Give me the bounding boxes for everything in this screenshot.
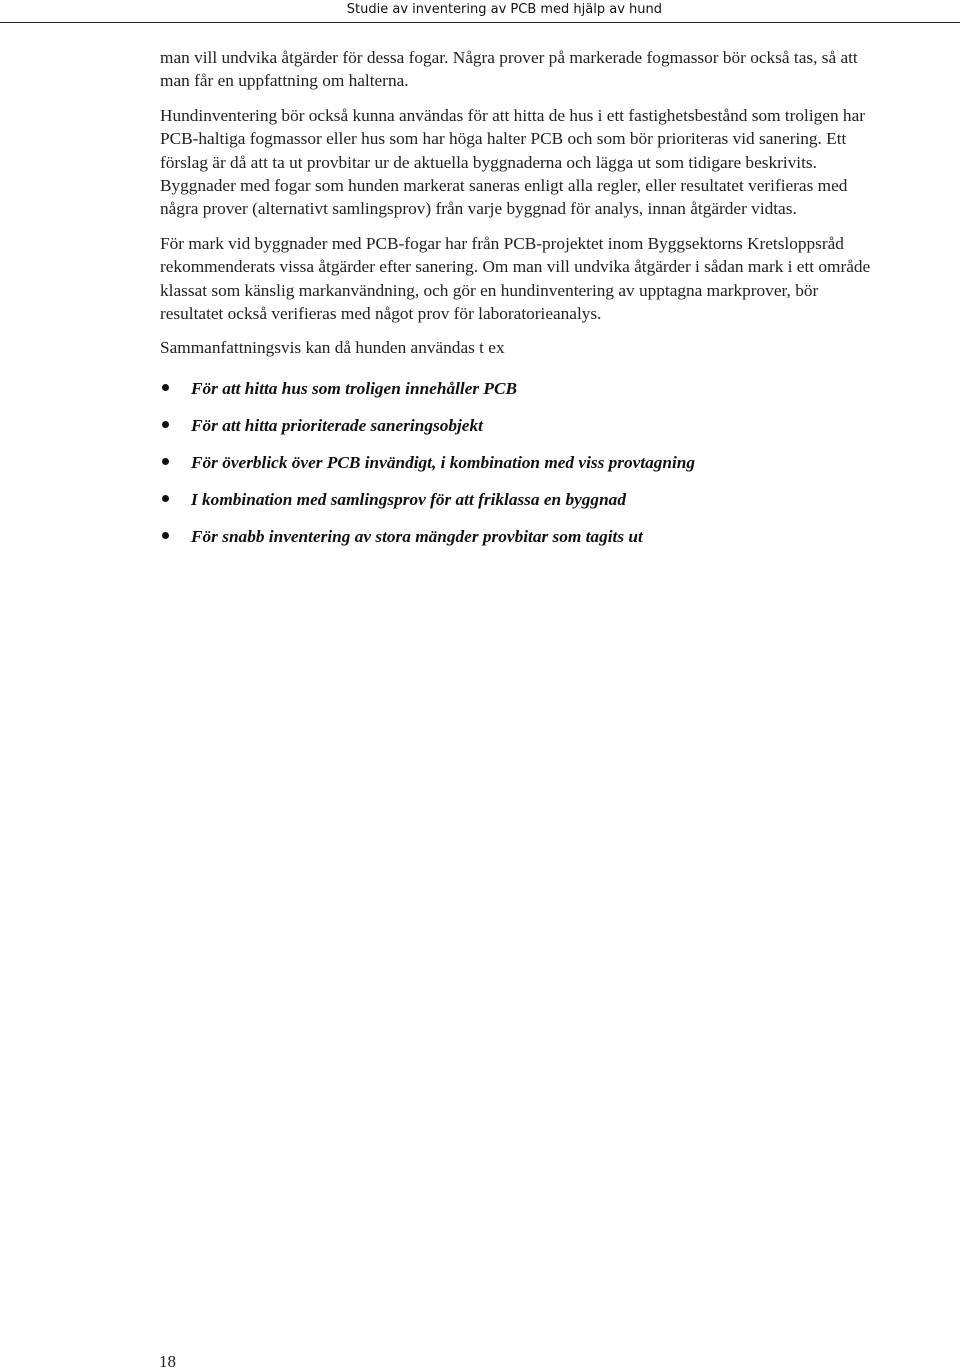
bullet-icon <box>162 532 169 539</box>
paragraph-mark: För mark vid byggnader med PCB-fogar har från PCB-projektet inom Byggsektorns Kretsloppsråd rekommenderats vissa åtgärder efter sanering. Om man vill undvika åtgärder i sådan mark i ett område klassat som känslig markanvändning, och gör en hundinventering av upptagna markprover, bör resultatet också verifieras med något prov för laboratorieanalys. <box>160 233 871 324</box>
usage-bullet-list <box>160 377 880 562</box>
paragraph-summary-intro: Sammanfattningsvis kan då hunden användas t ex <box>160 338 505 358</box>
bullet-icon <box>162 384 169 391</box>
document-body <box>160 46 880 562</box>
bullet-icon <box>162 458 169 465</box>
list-item-text: I kombination med samlingsprov för att friklassa en byggnad <box>191 489 626 509</box>
list-item <box>160 451 880 488</box>
running-header-title: Studie av inventering av PCB med hjälp av hund <box>346 2 662 17</box>
list-item <box>160 377 880 414</box>
bullet-icon <box>162 495 169 502</box>
paragraph-continuation: man vill undvika åtgärder för dessa fogar. Några prover på markerade fogmassor bör också tas, så att man får en uppfattning om halterna. <box>160 48 858 91</box>
list-item-text: För snabb inventering av stora mängder provbitar som tagits ut <box>191 526 643 546</box>
list-item <box>160 414 880 451</box>
list-item-text: För att hitta hus som troligen innehåller PCB <box>191 378 518 398</box>
list-item <box>160 488 880 525</box>
page-number: 18 <box>159 1352 176 1371</box>
page-header <box>0 0 960 23</box>
paragraph-hundinventering: Hundinventering bör också kunna användas för att hitta de hus i ett fastighetsbestånd som troligen har PCB-haltiga fogmassor eller hus som har höga halter PCB och som bör prioriteras vid sanering. Ett förslag är då att ta ut provbitar ur de aktuella byggnaderna och lägga ut som tidigare beskrivits. Byggnader med fogar som hunden markerat saneras enligt alla regler, eller resultatet verifieras med några prover (alternativt samlingsprov) från varje byggnad för analys, innan åtgärder vidtas. <box>160 105 865 219</box>
list-item <box>160 525 880 562</box>
bullet-icon <box>162 421 169 428</box>
list-item-text: För överblick över PCB invändigt, i kombination med viss provtagning <box>191 452 696 472</box>
list-item-text: För att hitta prioriterade saneringsobjekt <box>191 415 483 435</box>
